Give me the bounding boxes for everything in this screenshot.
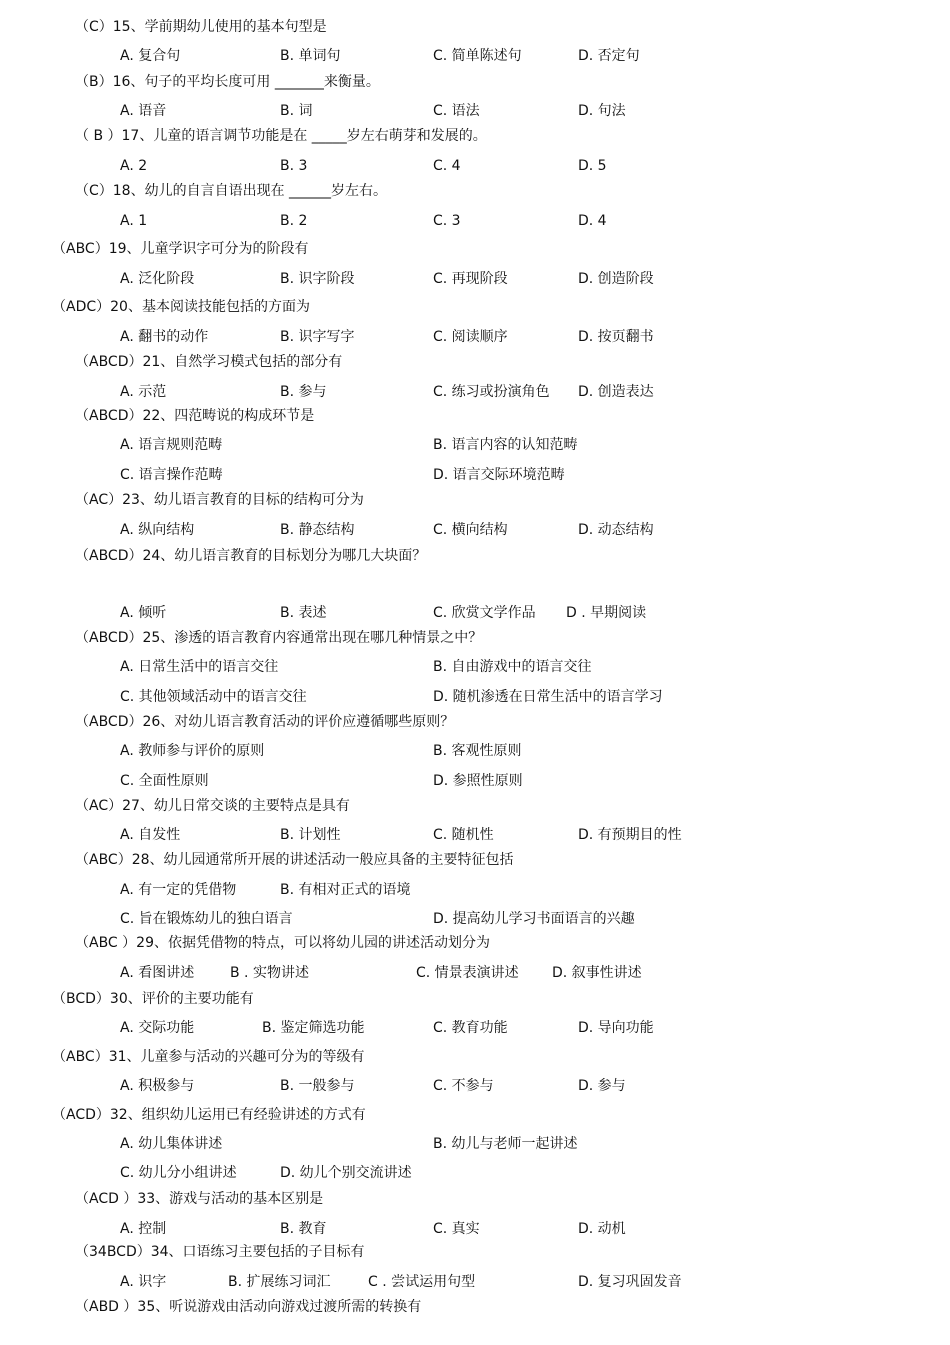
question-22-option-b: B. 语言内容的认知范畴 [433, 437, 578, 453]
question-21-option-b: B. 参与 [280, 384, 327, 400]
question-19-stem: （ABC）19、儿童学识字可分为的阶段有 [52, 241, 309, 257]
question-23-option-c: C. 横向结构 [433, 522, 508, 538]
question-21-stem: （ABCD）21、自然学习模式包括的部分有 [75, 354, 343, 370]
question-23-option-a: A. 纵向结构 [120, 522, 195, 538]
question-31-option-b: B. 一般参与 [280, 1078, 355, 1094]
question-30-option-d: D. 导向功能 [578, 1020, 654, 1036]
question-30-option-a: A. 交际功能 [120, 1020, 195, 1036]
question-24-option-b: B. 表述 [280, 605, 327, 621]
question-16-option-d: D. 句法 [578, 103, 626, 119]
question-17-option-d: D. 5 [578, 158, 607, 174]
question-15-option-a: A. 复合句 [120, 48, 181, 64]
question-27-stem: （AC）27、幼儿日常交谈的主要特点是具有 [75, 798, 350, 814]
question-17-option-c: C. 4 [433, 158, 461, 174]
question-30-option-b: B. 鉴定筛选功能 [262, 1020, 365, 1036]
question-20-option-c: C. 阅读顺序 [433, 329, 508, 345]
question-26-stem: （ABCD）26、对幼儿语言教育活动的评价应遵循哪些原则？ [75, 714, 455, 730]
question-18-option-a: A. 1 [120, 213, 148, 229]
question-24-option-c: C. 欣赏文学作品 [433, 605, 536, 621]
question-23-stem: （AC）23、幼儿语言教育的目标的结构可分为 [75, 492, 364, 508]
question-29-option-d: D. 叙事性讲述 [552, 965, 642, 981]
question-18-stem: （C）18、幼儿的自言自语出现在 ______岁左右。 [75, 183, 388, 199]
question-33-option-a: A. 控制 [120, 1221, 167, 1237]
question-15-option-b: B. 单词句 [280, 48, 341, 64]
question-16-stem: （B）16、句子的平均长度可用 _______来衡量。 [75, 74, 380, 90]
question-19-option-d: D. 创造阶段 [578, 271, 654, 287]
question-22-option-d: D. 语言交际环境范畴 [433, 467, 565, 483]
question-24-option-d: D . 早期阅读 [566, 605, 647, 621]
question-29-option-c: C. 情景表演讲述 [416, 965, 519, 981]
question-22-stem: （ABCD）22、四范畴说的构成环节是 [75, 408, 315, 424]
question-22-option-a: A. 语言规则范畴 [120, 437, 223, 453]
question-15-option-d: D. 否定句 [578, 48, 640, 64]
question-33-option-c: C. 真实 [433, 1221, 480, 1237]
question-32-stem: （ACD）32、组织幼儿运用已有经验讲述的方式有 [52, 1107, 366, 1123]
question-34-option-d: D. 复习巩固发音 [578, 1274, 682, 1290]
question-16-option-b: B. 词 [280, 103, 313, 119]
question-34-option-b: B. 扩展练习词汇 [228, 1274, 331, 1290]
question-20-option-d: D. 按页翻书 [578, 329, 654, 345]
question-20-option-b: B. 识字写字 [280, 329, 355, 345]
question-34-option-c: C . 尝试运用句型 [368, 1274, 476, 1290]
question-23-option-b: B. 静态结构 [280, 522, 355, 538]
question-19-option-c: C. 再现阶段 [433, 271, 508, 287]
question-25-option-b: B. 自由游戏中的语言交往 [433, 659, 592, 675]
question-35-stem: （ABD ）35、听说游戏由活动向游戏过渡所需的转换有 [75, 1299, 422, 1315]
question-17-option-b: B. 3 [280, 158, 308, 174]
question-26-option-d: D. 参照性原则 [433, 773, 523, 789]
question-20-option-a: A. 翻书的动作 [120, 329, 209, 345]
question-21-option-a: A. 示范 [120, 384, 167, 400]
question-16-option-c: C. 语法 [433, 103, 480, 119]
question-33-option-d: D. 动机 [578, 1221, 626, 1237]
question-15-stem: （C）15、学前期幼儿使用的基本句型是 [75, 19, 327, 35]
question-25-option-c: C. 其他领域活动中的语言交往 [120, 689, 307, 705]
question-31-option-a: A. 积极参与 [120, 1078, 195, 1094]
question-27-option-c: C. 随机性 [433, 827, 494, 843]
question-26-option-b: B. 客观性原则 [433, 743, 522, 759]
question-26-option-a: A. 教师参与评价的原则 [120, 743, 265, 759]
question-31-stem: （ABC）31、儿童参与活动的兴趣可分为的等级有 [52, 1049, 365, 1065]
question-28-option-a: A. 有一定的凭借物 [120, 882, 237, 898]
question-18-option-b: B. 2 [280, 213, 308, 229]
question-30-option-c: C. 教育功能 [433, 1020, 508, 1036]
question-25-option-d: D. 随机渗透在日常生活中的语言学习 [433, 689, 663, 705]
question-22-option-c: C. 语言操作范畴 [120, 467, 223, 483]
question-28-option-b: B. 有相对正式的语境 [280, 882, 411, 898]
question-18-option-c: C. 3 [433, 213, 461, 229]
question-16-option-a: A. 语音 [120, 103, 167, 119]
question-27-option-a: A. 自发性 [120, 827, 181, 843]
question-29-option-a: A. 看图讲述 [120, 965, 195, 981]
question-20-stem: （ADC）20、基本阅读技能包括的方面为 [52, 299, 310, 315]
question-34-stem: （34BCD）34、口语练习主要包括的子目标有 [75, 1244, 365, 1260]
question-29-stem: （ABC ）29、依据凭借物的特点，可以将幼儿园的讲述活动划分为 [75, 935, 490, 951]
question-25-stem: （ABCD）25、渗透的语言教育内容通常出现在哪几种情景之中？ [75, 630, 483, 646]
question-24-stem: （ABCD）24、幼儿语言教育的目标划分为哪几大块面？ [75, 548, 427, 564]
question-24-option-a: A. 倾听 [120, 605, 167, 621]
question-34-option-a: A. 识字 [120, 1274, 167, 1290]
question-26-option-c: C. 全面性原则 [120, 773, 209, 789]
question-23-option-d: D. 动态结构 [578, 522, 654, 538]
question-19-option-b: B. 识字阶段 [280, 271, 355, 287]
question-31-option-c: C. 不参与 [433, 1078, 494, 1094]
question-17-stem: （ B ）17、儿童的语言调节功能是在 _____岁左右萌芽和发展的。 [75, 128, 487, 144]
question-32-option-d: D. 幼儿个别交流讲述 [280, 1165, 412, 1181]
question-33-option-b: B. 教育 [280, 1221, 327, 1237]
question-29-option-b: B . 实物讲述 [230, 965, 309, 981]
question-32-option-c: C. 幼儿分小组讲述 [120, 1165, 237, 1181]
question-31-option-d: D. 参与 [578, 1078, 626, 1094]
question-30-stem: （BCD）30、评价的主要功能有 [52, 991, 254, 1007]
question-27-option-b: B. 计划性 [280, 827, 341, 843]
question-21-option-d: D. 创造表达 [578, 384, 654, 400]
question-19-option-a: A. 泛化阶段 [120, 271, 195, 287]
question-21-option-c: C. 练习或扮演角色 [433, 384, 550, 400]
question-32-option-a: A. 幼儿集体讲述 [120, 1136, 223, 1152]
question-15-option-c: C. 简单陈述句 [433, 48, 522, 64]
question-28-stem: （ABC）28、幼儿园通常所开展的讲述活动一般应具备的主要特征包括 [75, 852, 514, 868]
question-32-option-b: B. 幼儿与老师一起讲述 [433, 1136, 578, 1152]
question-28-option-c: C. 旨在锻炼幼儿的独白语言 [120, 911, 293, 927]
question-17-option-a: A. 2 [120, 158, 148, 174]
question-25-option-a: A. 日常生活中的语言交往 [120, 659, 279, 675]
question-27-option-d: D. 有预期目的性 [578, 827, 682, 843]
question-33-stem: （ACD ）33、游戏与活动的基本区别是 [75, 1191, 324, 1207]
question-18-option-d: D. 4 [578, 213, 607, 229]
question-28-option-d: D. 提高幼儿学习书面语言的兴趣 [433, 911, 635, 927]
